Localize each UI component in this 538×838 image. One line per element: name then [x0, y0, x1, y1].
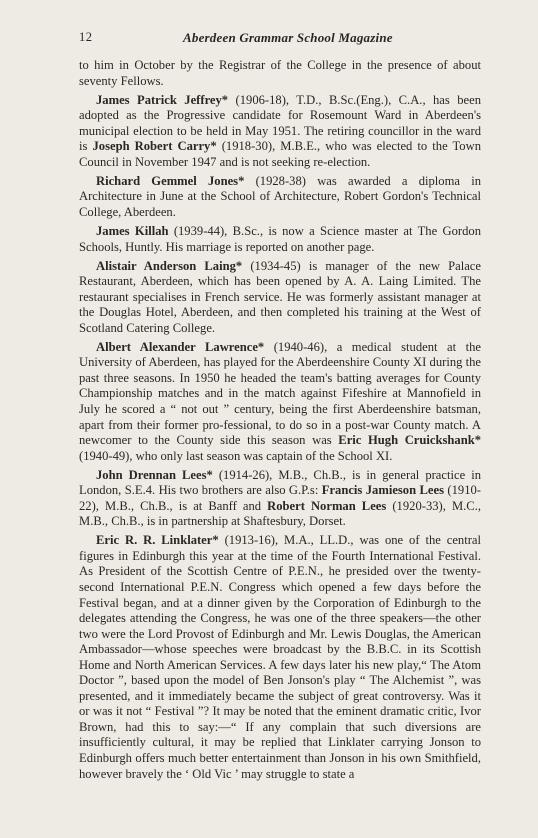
paragraph — [79, 174, 481, 221]
text-run: (1910-22), M.B., Ch.B., is at Banff and — [79, 483, 481, 513]
article-body — [79, 58, 481, 782]
page-header — [79, 30, 481, 48]
paragraph — [79, 93, 481, 171]
text-run: (1913-16), M.A., LL.D., was one of the central figures in Edinburgh this year at the time of the Fourth International Festival. As President of the Scottish Centre of P.E.N., he presided over the twenty-second International P.E.N. Congress which opened a few days before the Festival began, and at a dinner given by the Corporation of Edinburgh to the delegates attending the Congress, he was one of the three speakers—the other two were the Lord Provost of Edinburgh and Mr. Lewis Douglas, the American Ambassador—whose speeches were broadcast by the B.B.C. in its Scottish Home and North American Services. A few days later his new play,“ The Atom Doctor ”, based upon the model of Ben Jonson's play “ The Alchemist ”, was presented, and it immediately became the subject of great controversy. Was it or was it not “ Festival ”? It may be noted that the eminent dramatic critic, Ivor Brown, had this to say:—“ If any complain that such diversions are insufficiently cultural, it may be replied that Linklater carrying Jonson to Edinburgh offers much better entertainment than Jonson in his own Smithfield, however bravely the ‘ Old Vic ’ may struggle to state a — [79, 533, 482, 781]
text-run: (1934-45) is manager of the new Palace Restaurant, Aberdeen, which has been opened by A. A. Laing Limited. The restaurant specialises in French service. He was formerly assistant manager at the Douglas Hotel, Aberdeen, and then completed his training at the West of Scotland Catering College. — [79, 258, 481, 335]
text-run: (1928-38) was awarded a diploma in Architecture in June at the School of Architecture, Robert Gordon's Technical College, Aberdeen. — [79, 173, 481, 219]
text-run: (1920-33), M.C., M.B., Ch.B., is in partnership at Shaftesbury, Dorset. — [79, 498, 481, 529]
text-run: to him in October by the Registrar of the College in the presence of about seventy Fellows. — [79, 58, 481, 88]
paragraph — [79, 533, 481, 782]
page-number: 12 — [79, 30, 93, 44]
bold-name: Eric Hugh Cruickshank* — [338, 433, 481, 448]
bold-name: James Killah — [96, 223, 169, 238]
bold-name: Albert Alexander Lawrence* — [96, 339, 265, 354]
bold-name: Eric R. R. Linklater* — [96, 533, 219, 548]
paragraph — [79, 340, 481, 464]
paragraph — [79, 58, 481, 89]
text-run: (1906-18), T.D., B.Sc.(Eng.), C.A., has been adopted as the Progressive candidate for Rosemount Ward in Aberdeen's municipal election to be held in May 1951. The retiring councillor in the ward is — [79, 92, 481, 154]
bold-name: John Drennan Lees* — [96, 467, 213, 482]
bold-name: Francis Jamieson Lees — [321, 483, 444, 498]
text-run: (1940-46), a medical student at the University of Aberdeen, has played for the Aberdeenshire County XI during the past three seasons. In 1950 he headed the team's batting averages for County Championship matches and in the match against Fifeshire at Mannofield in July he scored a “ not out ” century, being the first Aberdeenshire batsman, apart from their former pro-fessional, to do so in a post-war County match. A newcomer to the County side this season was — [79, 339, 481, 448]
paragraph — [79, 224, 481, 255]
bold-name: Joseph Robert Carry* — [92, 139, 217, 154]
running-title: Aberdeen Grammar School Magazine — [183, 30, 393, 45]
text-run: (1914-26), M.B., Ch.B., is in general practice in London, S.E.4. His two brothers are also G.P.s: — [79, 467, 481, 498]
text-run: (1939-44), B.Sc., is now a Science master at The Gordon Schools, Huntly. His marriage is reported on another page. — [79, 223, 481, 254]
bold-name: James Patrick Jeffrey* — [96, 92, 229, 107]
text-run: (1918-30), M.B.E., who was elected to the Town Council in November 1947 and is not seeking re-election. — [79, 139, 481, 169]
paragraph — [79, 468, 481, 530]
bold-name: Alistair Anderson Laing* — [96, 258, 243, 273]
bold-name: Richard Gemmel Jones* — [96, 173, 245, 188]
bold-name: Robert Norman Lees — [267, 498, 387, 513]
paragraph — [79, 259, 481, 337]
text-run: (1940-49), who only last season was captain of the School XI. — [79, 448, 393, 463]
